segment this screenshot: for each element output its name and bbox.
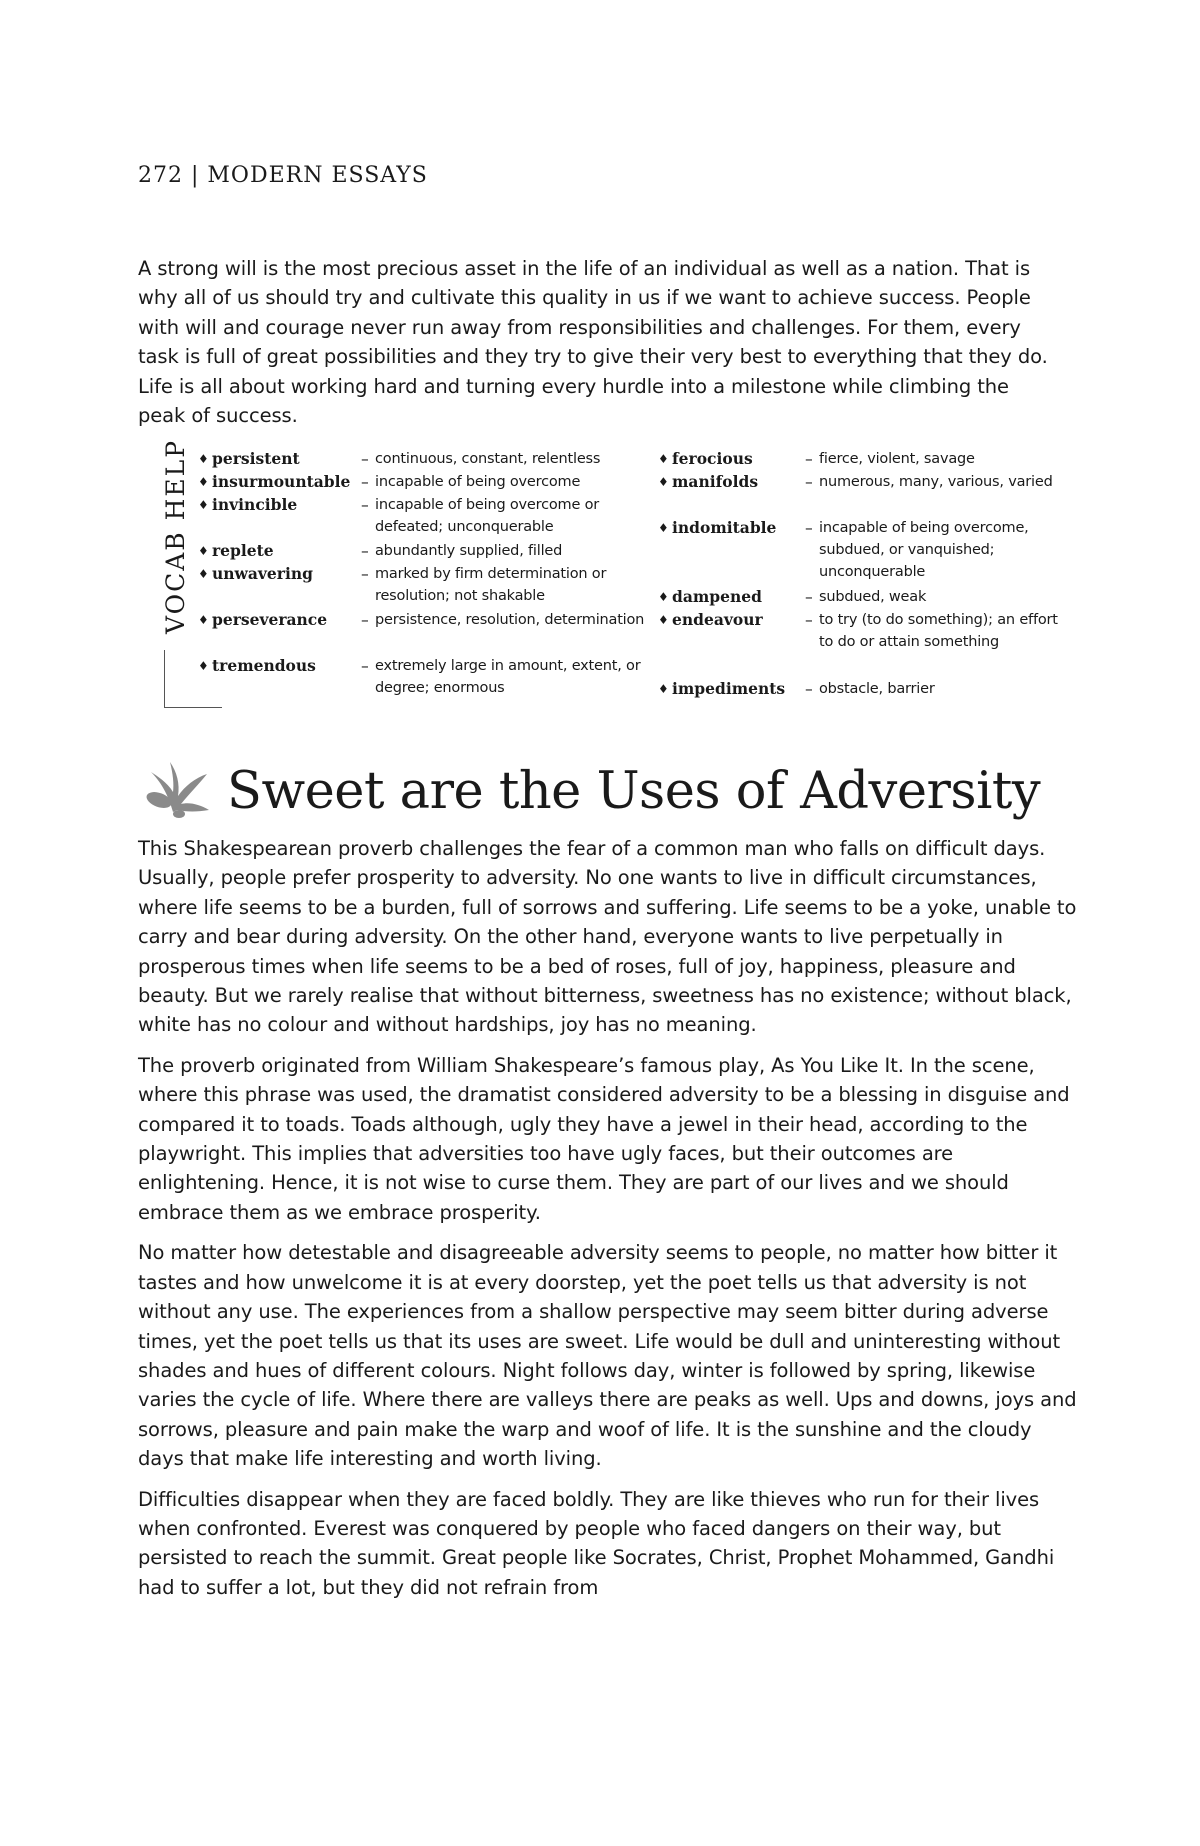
bullet-icon: ♦ <box>198 659 209 673</box>
bullet-icon: ♦ <box>198 452 209 466</box>
bullet-icon: ♦ <box>658 521 669 535</box>
bullet-icon: ♦ <box>198 544 209 558</box>
vocab-definition: incapable of being overcome <box>375 474 581 490</box>
vocab-term: persistent <box>212 449 300 468</box>
leaf-ornament-icon <box>143 760 211 820</box>
essay-paragraph: Difficulties disappear when they are faced boldly. They are like thieves who run for their lives when confronted. Everest was conquered by people who faced dangers on their way, but persisted to reach the summit. Great people like Socrates, Christ, Prophet Mohammed, Gandhi had to suffer a lot, but they did not refrain from <box>138 1487 1055 1599</box>
vocab-definition: continuous, constant, relentless <box>375 451 601 467</box>
vocab-definition: incapable of being overcome, subdued, or vanquished; unconquerable <box>819 520 1029 580</box>
vocab-term: tremendous <box>212 656 316 675</box>
vocab-dash: – <box>361 542 369 560</box>
essay-paragraph: This Shakespearean proverb challenges the fear of a common man who falls on difficult days. Usually, people prefer prosperity to adversity. No one wants to live in difficult circumstances, where life seems to be a burden, full of sorrows and suffering. Life seems to be a yoke, unable to carry and bear during adversity. On the other hand, everyone wants to live perpetually in prosperous times when life seems to be a bed of roses, full of joy, happiness, pleasure and beauty. But we rarely realise that without bitterness, sweetness has no existence; without black, white has no colour and without hardships, joy has no meaning. <box>138 837 1077 1037</box>
essay-paragraph: No matter how detestable and disagreeable adversity seems to people, no matter how bitter it tastes and how unwelcome it is at every doorstep, yet the poet tells us that adversity is not without any use. The experiences from a shallow perspective may seem bitter during adverse times, yet the poet tells us that its uses are sweet. Life would be dull and uninteresting without shades and hues of different colours. Night follows day, winter is followed by spring, likewise varies the cycle of life. Where there are valleys there are peaks as well. Ups and downs, joys and sorrows, pleasure and pain make the warp and woof of life. It is the sunshine and the cloudy days that make life interesting and worth living. <box>138 1241 1077 1471</box>
vocab-dash: – <box>805 588 813 606</box>
vocab-term: indomitable <box>672 518 777 537</box>
vocab-dash: – <box>361 496 369 514</box>
bullet-icon: ♦ <box>198 613 209 627</box>
vocab-dash: – <box>805 611 813 629</box>
vocab-definition: to try (to do something); an effort to do or attain something <box>819 612 1058 650</box>
vocab-term: dampened <box>672 587 762 606</box>
essay-body <box>138 834 1078 1613</box>
bullet-icon: ♦ <box>658 452 669 466</box>
vocab-frame-line <box>164 707 222 708</box>
vocab-term: invincible <box>212 495 298 514</box>
vocab-term: unwavering <box>212 564 313 583</box>
vocab-term: perseverance <box>212 610 328 629</box>
vocab-dash: – <box>805 473 813 491</box>
vocab-dash: – <box>361 450 369 468</box>
vocab-definition: persistence, resolution, determination <box>375 612 645 628</box>
bullet-icon: ♦ <box>658 613 669 627</box>
vocab-dash: – <box>361 611 369 629</box>
essay-paragraph: The proverb originated from William Shakespeare’s famous play, As You Like It. In the scene, where this phrase was used, the dramatist considered adversity to be a blessing in disguise and compared it to toads. Toads although, ugly they have a jewel in their head, according to the playwright. This implies that adversities too have ugly faces, but their outcomes are enlightening. Hence, it is not wise to curse them. They are part of our lives and we should embrace them as we embrace prosperity. <box>138 1053 1070 1224</box>
bullet-icon: ♦ <box>658 475 669 489</box>
vocab-definition: abundantly supplied, filled <box>375 543 563 559</box>
vocab-definition: fierce, violent, savage <box>819 451 975 467</box>
essay-heading <box>143 752 1073 832</box>
vocab-dash: – <box>361 565 369 583</box>
bullet-icon: ♦ <box>198 475 209 489</box>
vocab-definition: marked by firm determination or resolution; not shakable <box>375 566 607 604</box>
vocab-term: insurmountable <box>212 472 351 491</box>
vocab-dash: – <box>805 450 813 468</box>
vocab-dash: – <box>805 680 813 698</box>
vocab-help-title: VOCAB HELP <box>161 438 190 634</box>
bullet-icon: ♦ <box>198 567 209 581</box>
vocab-term: replete <box>212 541 274 560</box>
vocab-dash: – <box>805 519 813 537</box>
vocab-term: manifolds <box>672 472 759 491</box>
vocab-dash: – <box>361 473 369 491</box>
essay-title: Sweet are the Uses of Adversity <box>227 762 1041 821</box>
vocab-definition: extremely large in amount, extent, or degree; enormous <box>375 658 641 696</box>
running-head: 272 | MODERN ESSAYS <box>138 163 428 188</box>
vocab-definition: numerous, many, various, varied <box>819 474 1053 490</box>
vocab-definition: obstacle, barrier <box>819 681 935 697</box>
bullet-icon: ♦ <box>658 590 669 604</box>
bullet-icon: ♦ <box>198 498 209 512</box>
vocab-definition: subdued, weak <box>819 589 927 605</box>
vocab-term: impediments <box>672 679 786 698</box>
vocab-frame-line <box>164 650 165 708</box>
vocab-dash: – <box>361 657 369 675</box>
intro-paragraph: A strong will is the most precious asset in the life of an individual as well as a nation. That is why all of us should try and cultivate this quality in us if we want to achieve success. People with will and courage never run away from responsibilities and challenges. For them, every task is full of great possibilities and they try to give their very best to everything that they do. Life is all about working hard and turning every hurdle into a milestone while climbing the peak of success. <box>138 257 1048 428</box>
vocab-term: endeavour <box>672 610 763 629</box>
vocab-help-box <box>148 438 1068 710</box>
vocab-definition: incapable of being overcome or defeated; unconquerable <box>375 497 600 535</box>
bullet-icon: ♦ <box>658 682 669 696</box>
vocab-term: ferocious <box>672 449 753 468</box>
